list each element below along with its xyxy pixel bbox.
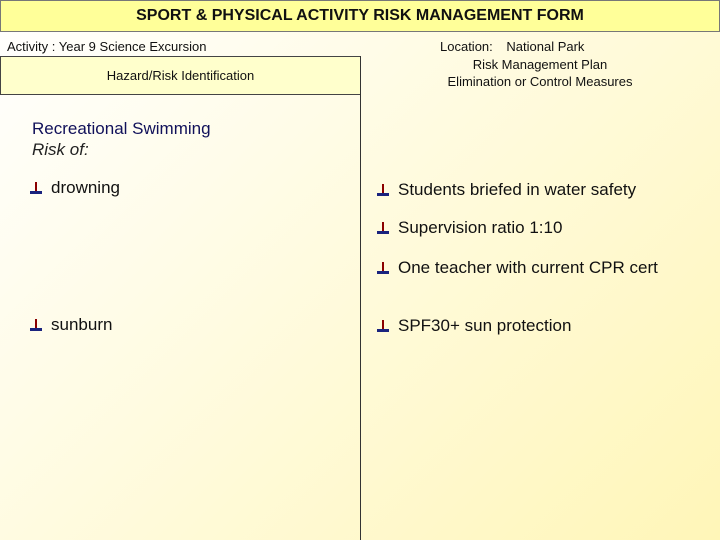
control-text: One teacher with current CPR cert — [398, 258, 658, 277]
location-value: National Park — [506, 39, 585, 54]
bullet-icon — [30, 319, 42, 331]
hazard-identification-header — [0, 56, 361, 95]
risk-management-plan-header — [361, 56, 719, 93]
column-divider — [360, 56, 361, 540]
control-item — [377, 316, 571, 336]
control-item — [377, 258, 658, 278]
activity-label: Activity : — [7, 39, 56, 54]
bullet-icon — [377, 320, 389, 332]
hazard-item — [30, 315, 112, 335]
activity-field — [7, 39, 206, 54]
hazard-header-label: Hazard/Risk Identification — [106, 68, 255, 83]
control-text: SPF30+ sun protection — [398, 316, 572, 335]
risk-of-label: Risk of: — [32, 140, 89, 159]
location-field — [440, 39, 584, 54]
section-title: Recreational Swimming — [32, 119, 211, 138]
bullet-icon — [377, 184, 389, 196]
control-item — [377, 218, 562, 238]
bullet-icon — [377, 222, 389, 234]
plan-header-title: Risk Management Plan — [472, 57, 608, 72]
hazard-text: drowning — [51, 178, 120, 197]
form-title: SPORT & PHYSICAL ACTIVITY RISK MANAGEMENT FORM — [0, 0, 720, 32]
control-text: Students briefed in water safety — [398, 180, 637, 199]
location-label: Location: — [440, 39, 493, 54]
hazard-text: sunburn — [51, 315, 113, 334]
plan-header-subtitle: Elimination or Control Measures — [447, 74, 633, 89]
activity-value: Year 9 Science Excursion — [58, 39, 207, 54]
bullet-icon — [377, 262, 389, 274]
bullet-icon — [30, 182, 42, 194]
control-item — [377, 180, 636, 200]
section-heading — [32, 118, 211, 160]
hazard-item — [30, 178, 120, 198]
control-text: Supervision ratio 1:10 — [398, 218, 563, 237]
